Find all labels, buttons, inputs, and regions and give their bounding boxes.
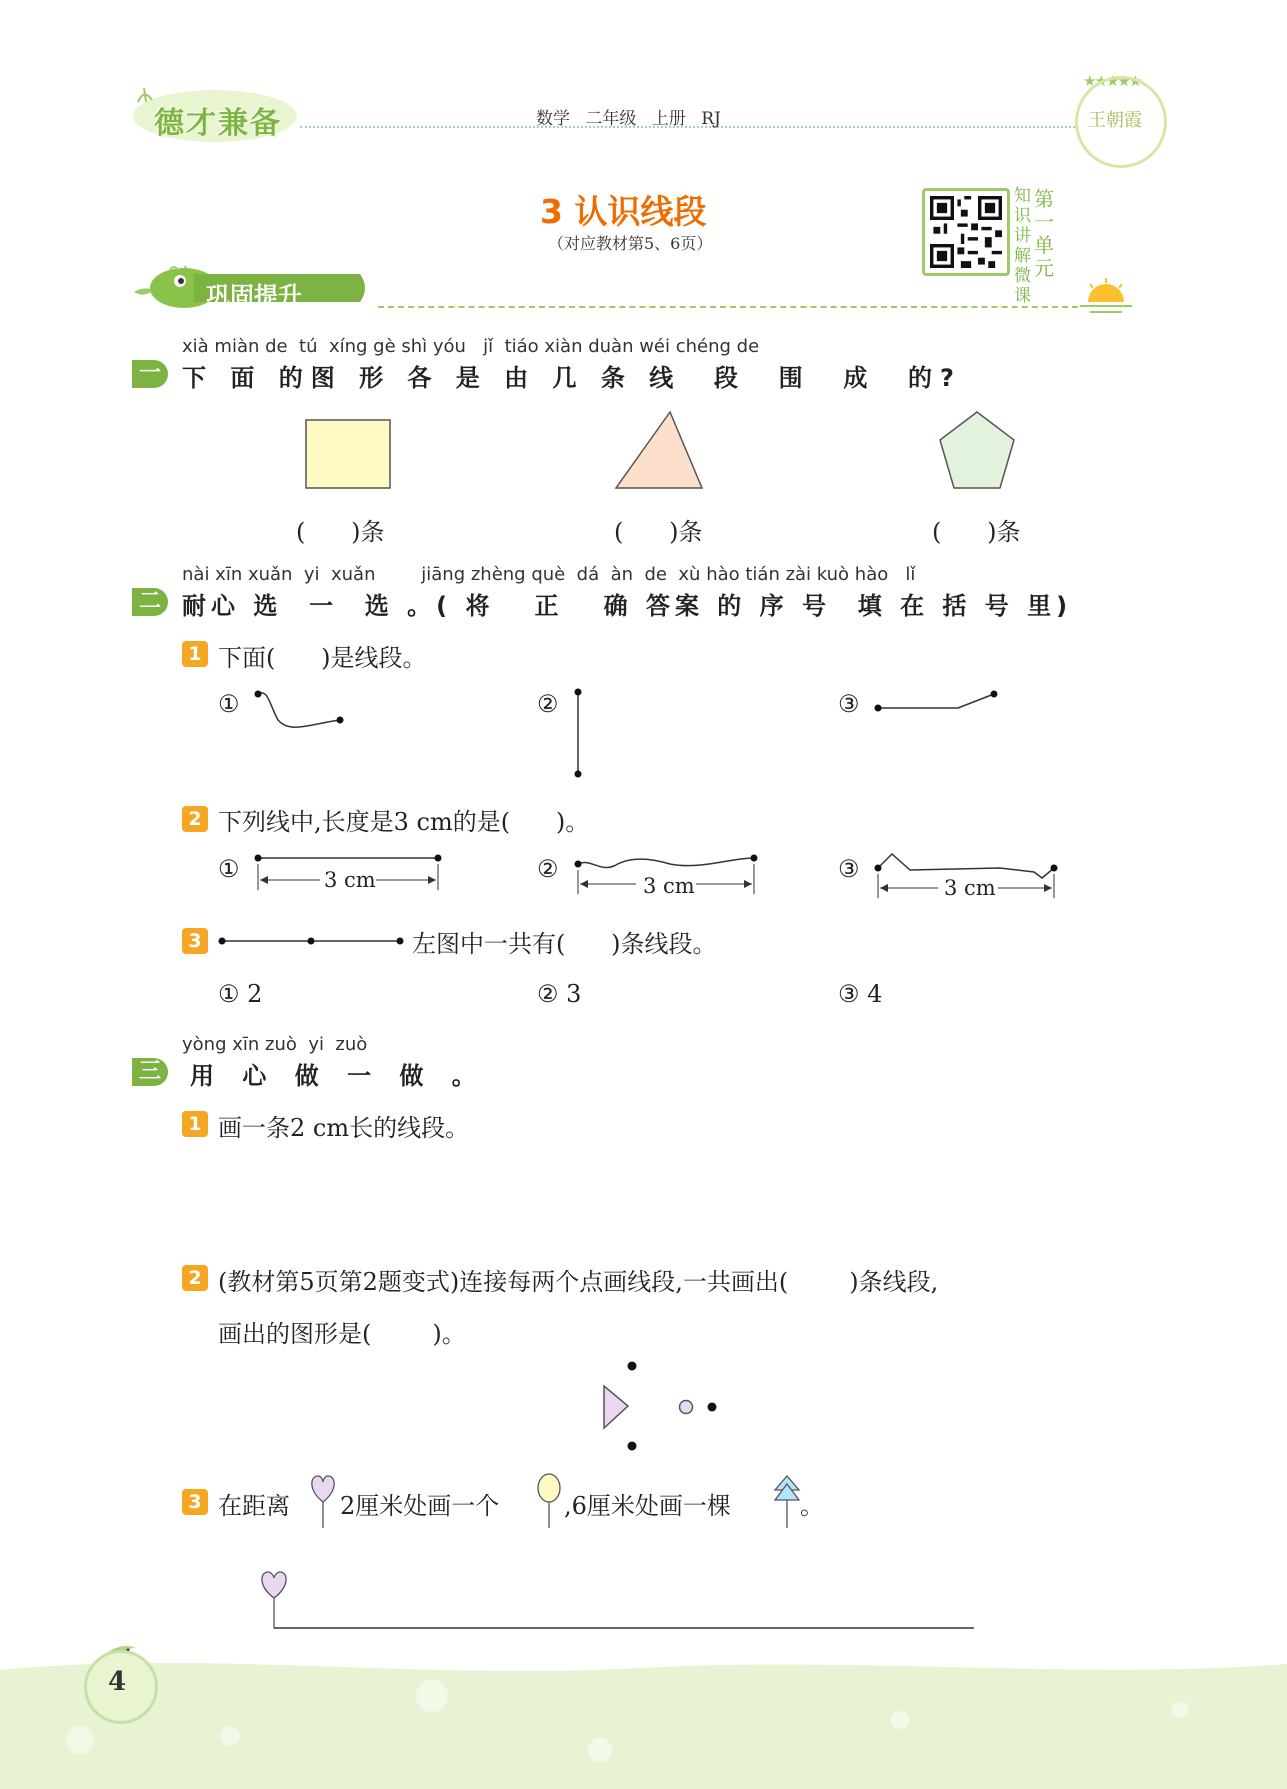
qr-code-icon[interactable]: [930, 196, 1002, 268]
q2-1-option-3[interactable]: ③: [838, 690, 860, 718]
q1-number-badge: 一: [132, 360, 168, 388]
star-icons: ★★★★★: [1083, 72, 1141, 90]
q2-2-badge: 2: [182, 806, 208, 832]
q2-3-option-3[interactable]: ③ 4: [838, 980, 883, 1008]
q1-prompt: 下 面 的图 形 各 是 由 几 条 线 段 围 成 的?: [182, 364, 962, 392]
q3-prompt: 用 心 做 一 做 。: [190, 1062, 486, 1090]
q1-answer-pentagon[interactable]: ( )条: [932, 518, 1021, 546]
banner-divider: [378, 306, 1078, 308]
q2-2-option-1[interactable]: ①: [218, 855, 240, 883]
broken-line-figure: [870, 684, 1004, 714]
qr-caption-char: 识: [1014, 206, 1031, 226]
heart-icon: [306, 1472, 340, 1530]
qr-caption-char: 解: [1014, 246, 1031, 266]
dots-figure: [596, 1358, 736, 1458]
q2-1-option-2[interactable]: ②: [537, 690, 559, 718]
qr-caption-char: 第: [1034, 187, 1054, 211]
vertical-segment-figure: [570, 684, 590, 780]
qr-caption-char: 单: [1034, 233, 1054, 257]
q3-3-text-d: 。: [800, 1492, 824, 1520]
q3-pinyin: yòng xīn zuò yi zuò: [182, 1034, 368, 1055]
header-subject-info: 数学 二年级 上册 RJ: [536, 109, 721, 129]
q3-3-text-c: ,6厘米处画一棵: [564, 1492, 731, 1520]
q1-answer-square[interactable]: ( )条: [296, 518, 385, 546]
measure-label-2: 3 cm: [643, 874, 695, 898]
q3-1-badge: 1: [182, 1111, 208, 1137]
ruler-baseline-figure: [254, 1568, 978, 1632]
qr-caption-right: [1034, 188, 1054, 280]
q3-2-text-line2: 画出的图形是( )。: [218, 1320, 466, 1348]
q2-1-text: 下面( )是线段。: [218, 644, 427, 672]
q2-number-badge: 二: [132, 588, 168, 616]
q3-3-badge: 3: [182, 1489, 208, 1515]
q2-1-badge: 1: [182, 641, 208, 667]
q2-3-option-2[interactable]: ② 3: [537, 980, 582, 1008]
lesson-title: 3 认识线段: [540, 192, 707, 231]
qr-caption-char: 一: [1034, 210, 1054, 234]
sunrise-icon: [1078, 276, 1134, 320]
tree-icon: [772, 1474, 802, 1530]
q3-1-text: 画一条2 cm长的线段。: [218, 1114, 470, 1142]
triangle-shape: [614, 410, 706, 490]
measure-label-3: 3 cm: [944, 876, 996, 900]
author-seal-text: 王朝霞: [1088, 110, 1142, 131]
qr-caption-char: 微: [1014, 266, 1031, 286]
q2-3-badge: 3: [182, 928, 208, 954]
q2-pinyin: nài xīn xuǎn yi xuǎn jiāng zhèng què dá àn de xù hào tián zài kuò hào lǐ: [182, 564, 916, 585]
q1-pinyin: xià miàn de tú xíng gè shì yóu jǐ tiáo xiàn duàn wéi chéng de: [182, 336, 760, 357]
three-point-segment-figure: [214, 930, 408, 952]
q2-2-option-2[interactable]: ②: [537, 855, 559, 883]
q2-1-option-1[interactable]: ①: [218, 690, 240, 718]
brand-logo-text: 德才兼备: [154, 106, 282, 141]
measure-label-1: 3 cm: [324, 868, 376, 892]
square-shape: [304, 418, 392, 490]
page-number: 4: [108, 1667, 127, 1697]
q2-3-text: 左图中一共有( )条线段。: [412, 930, 717, 958]
q2-2-option-3[interactable]: ③: [838, 855, 860, 883]
q3-2-text: (教材第5页第2题变式)连接每两个点画线段,一共画出( )条线段,: [218, 1268, 939, 1296]
q3-3-text-b: 2厘米处画一个: [340, 1492, 500, 1520]
curved-line-figure: [250, 686, 350, 732]
q3-number-badge: 三: [132, 1058, 168, 1086]
qr-caption-char: 元: [1034, 256, 1054, 280]
q3-2-badge: 2: [182, 1265, 208, 1291]
pentagon-shape: [938, 410, 1016, 490]
balloon-icon: [534, 1472, 564, 1530]
qr-caption-char: 知: [1014, 186, 1031, 206]
qr-caption-left: [1014, 186, 1034, 306]
q3-3-text-a: 在距离: [218, 1492, 290, 1520]
lesson-subtitle: （对应教材第5、6页）: [548, 234, 713, 253]
section-banner-label: 巩固提升: [206, 282, 302, 310]
q2-prompt: 耐心 选 一 选 。( 将 正 确 答案 的 序 号 填 在 括 号 里): [182, 592, 1073, 620]
q2-3-option-1[interactable]: ① 2: [218, 980, 263, 1008]
footer-wave-decoration: [0, 1640, 1287, 1789]
q2-2-text: 下列线中,长度是3 cm的是( )。: [218, 808, 590, 836]
qr-caption-char: 课: [1014, 286, 1031, 306]
q1-answer-triangle[interactable]: ( )条: [614, 518, 703, 546]
qr-caption-char: 讲: [1014, 226, 1031, 246]
